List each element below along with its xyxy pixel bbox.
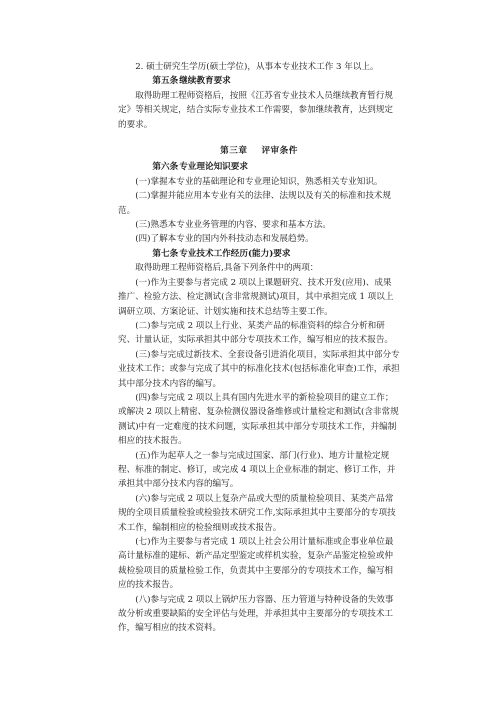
article-6-title: 专业理论知识要求: [179, 162, 248, 173]
article-7-item-4: (四)参与完成 2 项以上具有国内先进水平的新检验项目的建立工作；或解决 2 项以上精密、复杂检测仪器设备维修或计量检定和测试(含非常规测试)中有一定难度的技术问题，实际承担其中部分专项技术工作，并编制相应的技术报告。: [118, 392, 399, 447]
chapter-3-heading: [118, 144, 400, 158]
article-5-heading: [118, 74, 400, 88]
article-7-heading: [118, 247, 400, 261]
article-7-item-3: (三)参与完成过新技术、全套设备引进消化项目，实际承担其中部分专业技术工作；或参与完成了其中的标准化技术(包括标准化审查)工作，承担其中部分技术内容的编写。: [118, 349, 400, 389]
article-6-item-3: (三)熟悉本专业业务管理的内容、要求和基本方法。: [135, 220, 331, 231]
article-7-number: 第七条: [152, 248, 179, 259]
line-master-degree: 2. 硕士研究生学历(硕士学位)，从事本专业技术工作 3 年以上。: [135, 62, 379, 72]
article-7-item-6: (六)参与完成 2 项以上复杂产品或大型的质量检验项目、某类产品常规的全项目质量检验或检验技术研究工作,实际承担其中主要部分的专项技术工作，编制相应的检验细则或技术报告。: [118, 493, 396, 533]
article-6-number: 第六条: [152, 162, 179, 173]
article-7-item-7: (七)作为主要参与者完成 1 项以上社会公用计量标准或企事业单位最高计量标准的建标、新产品定型鉴定或样机实验，复杂产品鉴定检验或仲裁检验项目的质量检验工作，负责其中主要部分的专项技术工作，编写相应的技术报告。: [118, 537, 394, 591]
article-7-item-2: (二)参与完成 2 项以上行业、某类产品的标准资料的综合分析和研究、计量认证，实际承担其中部分专项技术工作，编写相应的技术报告。: [118, 320, 394, 346]
article-6-item-2: (二)掌握并能应用本专业有关的法律、法规以及有关的标准和技术规范。: [118, 191, 392, 216]
chapter-title: 评审条件: [261, 146, 298, 157]
article-7-item-8: (八)参与完成 2 项以上锅炉压力容器、压力管道与特种设备的失效事故分析或重要缺陷的安全评估与处理，并承担其中主要部分的专项技术工作，编写相应的技术资料。: [118, 594, 394, 634]
article-7-item-1: (一)作为主要参与者完成 2 项以上课题研究、技术开发(应用)、成果推广、检验方法、检定测试(含非常规测试)项目，其中承担完成 1 项以上调研立项、方案论证、计划实施和技术总结等主要工作。: [118, 277, 394, 317]
article-6-item-1: (一)掌握本专业的基础理论和专业理论知识，熟悉相关专业知识。: [135, 176, 383, 187]
article-7-intro: 取得助理工程师资格后,具备下列条件中的两项：: [135, 263, 319, 274]
article-7-title: 专业技术工作经历(能力)要求: [179, 248, 291, 259]
article-6-heading: [118, 160, 400, 174]
chapter-number: 第三章: [220, 146, 248, 157]
document-body: [118, 60, 400, 636]
article-5-number: 第五条: [152, 76, 179, 87]
article-5-text: 取得助理工程师资格后，按照《江苏省专业技术人员继续教育暂行规定》等相关规定，结合实际专业技术工作需要，参加继续教育，达到规定的要求。: [118, 90, 394, 130]
article-5-title: 继续教育要求: [179, 76, 231, 87]
article-7-item-5: (五)作为起草人之一参与完成过国家、部门(行业)、地方计量检定规程、标准的制定、修订，或完成 4 项以上企业标准的制定、修订工作，并承担其中部分技术内容的编写。: [118, 450, 396, 490]
article-6-item-4: (四)了解本专业的国内外科技动态和发展趋势。: [135, 234, 314, 245]
